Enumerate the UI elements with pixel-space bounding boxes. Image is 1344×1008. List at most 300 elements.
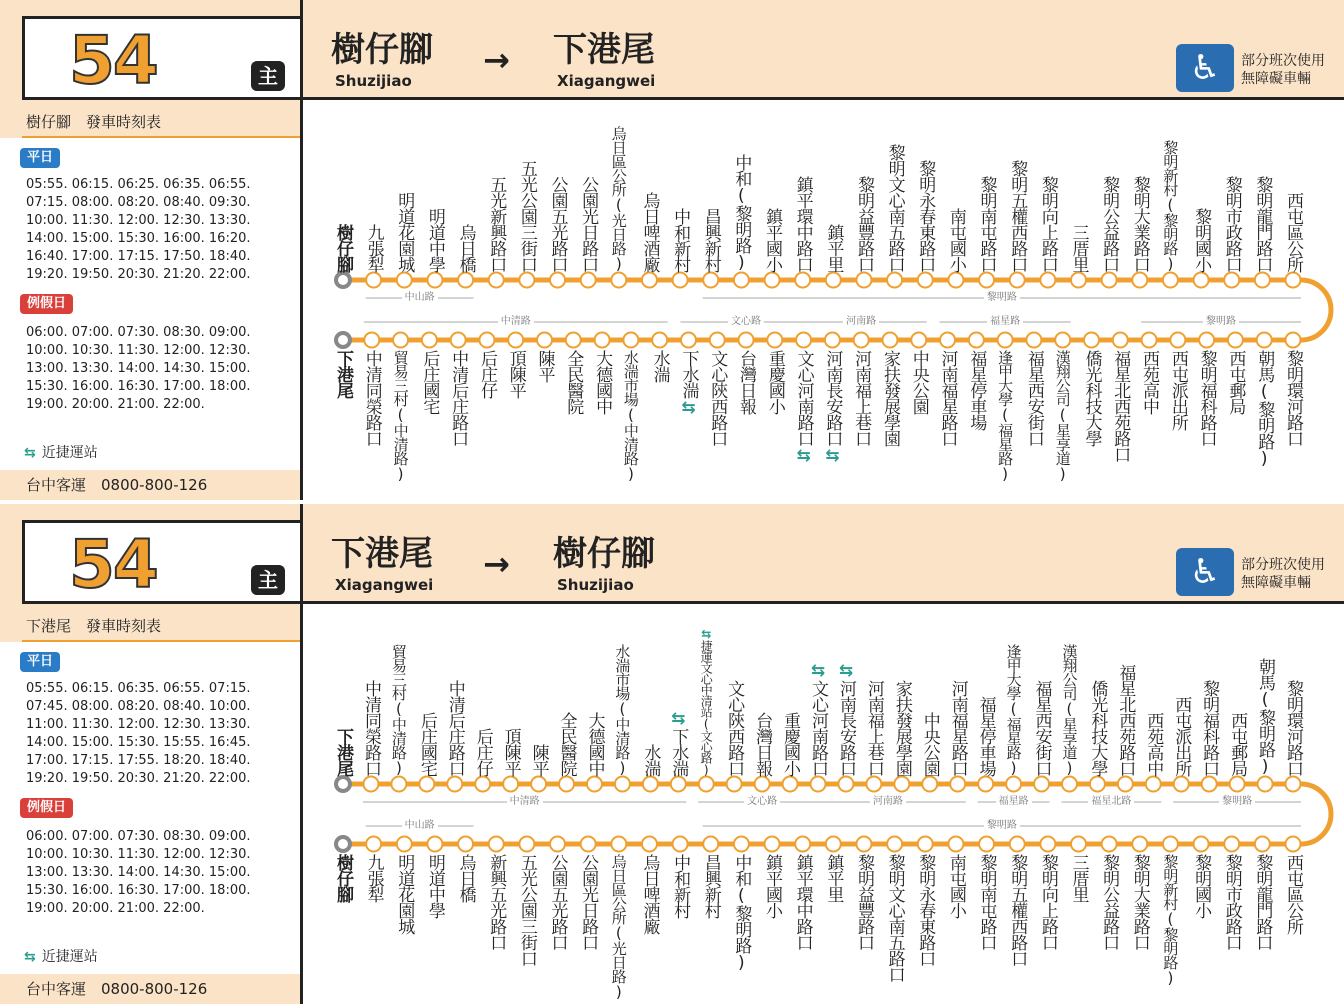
stop-label — [1188, 854, 1214, 918]
lower-stop-dot-19 — [918, 837, 933, 852]
stop-name: 黎明大業路口 — [1129, 854, 1150, 950]
stop-label — [637, 744, 663, 776]
stop-label — [819, 350, 845, 465]
stop-label — [1219, 854, 1245, 950]
mrt-transfer-icon: ⇆ — [793, 446, 814, 465]
stop-label — [545, 176, 571, 272]
stop-label — [906, 350, 932, 414]
stop-name: 黎明五權西路口 — [1007, 854, 1028, 966]
upper-stop-dot-6 — [503, 777, 518, 792]
stop-name: 黎明環河路口 — [1283, 680, 1303, 776]
lower-stop-dot-5 — [479, 333, 494, 348]
upper-stop-dot-10 — [642, 273, 657, 288]
stop-name: 文心陝西路口 — [724, 680, 745, 776]
stop-name: 西屯郵局 — [1225, 350, 1246, 414]
stop-label — [606, 854, 632, 1000]
accessibility-note-line-1: 部分班次使用 — [1241, 53, 1325, 69]
stop-name: 西苑高中 — [1143, 712, 1164, 776]
stop-name: 黎明大業路口 — [1129, 176, 1150, 272]
upper-stop-dot-9 — [611, 273, 626, 288]
stop-label — [589, 350, 615, 414]
stop-label — [1280, 854, 1306, 934]
road-label: 文心路 — [744, 796, 780, 808]
stop-name: 全民醫院 — [563, 350, 584, 414]
stop-name: 西屯派出所 — [1167, 350, 1188, 430]
stop-name: 黎明南屯路口 — [976, 176, 997, 272]
lower-stop-dot-6 — [508, 333, 523, 348]
stop-name: 西屯郵局 — [1227, 712, 1248, 776]
stop-label — [704, 350, 730, 446]
stop-label — [912, 854, 938, 966]
upper-stop-dot-2 — [397, 273, 412, 288]
stop-name: 漢翔公司(星享道) — [1060, 644, 1079, 776]
lower-stop-dot-30 — [1255, 837, 1270, 852]
stop-name: 下港尾 — [333, 728, 353, 776]
lower-stop-dot-21 — [979, 837, 994, 852]
timetable-title: 下港尾 發車時刻表 — [26, 617, 162, 635]
upper-stop-dot-18 — [838, 777, 853, 792]
stop-name: 黎明益豐路口 — [853, 854, 874, 950]
upper-stop-dot-14 — [727, 777, 742, 792]
stop-label — [1219, 176, 1245, 272]
stop-label — [609, 644, 635, 776]
upper-stop-dot-30 — [1174, 777, 1189, 792]
stop-label — [1107, 350, 1133, 462]
stop-name: 黎明國小 — [1191, 854, 1212, 918]
stop-name: 黎明永春東路口 — [915, 854, 936, 966]
stop-label — [581, 712, 607, 776]
direction-arrow: → — [483, 545, 510, 583]
stop-label — [575, 176, 601, 272]
stop-name: 黎明公益路口 — [1099, 854, 1120, 950]
lower-stop-dot-10 — [623, 333, 638, 348]
accessibility-note — [1241, 52, 1325, 88]
upper-stop-dot-7 — [531, 777, 546, 792]
stop-name: 重慶國小 — [764, 350, 785, 414]
stop-name: 公園五光路口 — [547, 854, 568, 950]
stop-name: 五光公園三街口 — [516, 854, 537, 966]
upper-stop-dot-23 — [1040, 273, 1055, 288]
stop-name: 逢甲大學(福星路) — [996, 350, 1015, 482]
stop-name: 西屯派出所 — [1171, 696, 1192, 776]
stop-label — [759, 208, 785, 272]
stop-name: 五光公園三街口 — [516, 160, 537, 272]
lower-stop-dot-17 — [856, 837, 871, 852]
lower-stop-dot-0 — [336, 837, 350, 851]
upper-stop-dot-12 — [671, 777, 686, 792]
stop-label — [1157, 140, 1183, 272]
stop-name: 新興五光路口 — [486, 854, 507, 950]
stop-label — [889, 680, 915, 776]
stop-label — [545, 854, 571, 950]
stop-label — [1021, 350, 1047, 446]
stop-name: 公園光日路口 — [578, 854, 599, 950]
stop-name: 昌興新村 — [700, 208, 721, 272]
stop-label — [1222, 350, 1248, 414]
upper-stop-dot-23 — [978, 777, 993, 792]
upper-stop-dot-20 — [894, 777, 909, 792]
lower-stop-dot-32 — [1257, 333, 1272, 348]
stop-label — [575, 854, 601, 950]
origin-name-en: Shuzijiao — [335, 72, 412, 90]
stop-name: 黎明文心南五路口 — [884, 854, 905, 982]
main-route-badge: 主 — [251, 61, 285, 91]
lower-stop-dot-26 — [1084, 333, 1099, 348]
stop-name: 黎明龍門路口 — [1252, 176, 1273, 272]
stop-name: 黎明向上路口 — [1037, 854, 1058, 950]
lower-stop-dot-23 — [998, 333, 1013, 348]
stop-name: 河南長安路口 — [822, 350, 843, 446]
upper-stop-dot-9 — [587, 777, 602, 792]
stop-label — [1084, 680, 1110, 776]
stop-name: 河南長安路口 — [835, 680, 856, 776]
road-label: 河南路 — [870, 796, 906, 808]
stop-label — [693, 627, 719, 776]
stop-label — [762, 350, 788, 414]
upper-stop-dot-16 — [783, 777, 798, 792]
stop-name: 西屯區公所 — [1283, 854, 1303, 934]
stop-label — [917, 712, 943, 776]
route-map — [300, 604, 1344, 1004]
wheelchair-icon: ♿ — [1176, 548, 1234, 596]
origin-name-cn: 樹仔腳 — [331, 30, 433, 70]
upper-stop-dot-11 — [673, 273, 688, 288]
lower-stop-dot-15 — [767, 333, 782, 348]
stop-name: 福星西安街口 — [1031, 680, 1052, 776]
road-label: 黎明路 — [984, 820, 1020, 832]
stop-name: 黎明益豐路口 — [853, 176, 874, 272]
stop-label — [943, 854, 969, 918]
stop-name: 中清同榮路口 — [361, 350, 382, 446]
stop-label — [470, 728, 496, 776]
lower-stop-dot-4 — [451, 333, 466, 348]
stop-name: 中和(黎明路) — [731, 154, 752, 272]
holiday-badge: 例假日 — [20, 798, 73, 818]
upper-stop-dot-31 — [1286, 273, 1301, 288]
weekday-badge: 平日 — [20, 148, 60, 168]
upper-stop-dot-1 — [366, 273, 381, 288]
stop-label — [1112, 664, 1138, 776]
route-number: 54 — [69, 526, 157, 603]
accessibility-note-line-1: 部分班次使用 — [1241, 557, 1325, 573]
stop-label — [1056, 644, 1082, 776]
stop-label — [1188, 208, 1214, 272]
stop-label — [1251, 350, 1277, 468]
lower-stop-dot-22 — [969, 333, 984, 348]
stop-label — [1168, 696, 1194, 776]
lower-stop-dot-7 — [537, 333, 552, 348]
upper-stop-dot-18 — [887, 273, 902, 288]
stop-label — [973, 696, 999, 776]
stop-label — [532, 350, 558, 382]
stop-label — [790, 854, 816, 950]
road-label: 文心路 — [728, 316, 764, 328]
stop-name: 鎮平環中路口 — [792, 176, 813, 272]
mrt-transfer-icon: ⇆ — [24, 949, 36, 965]
upper-stop-dot-19 — [918, 273, 933, 288]
road-label: 中清路 — [507, 796, 543, 808]
upper-stop-dot-13 — [734, 273, 749, 288]
stop-label — [945, 680, 971, 776]
stop-label — [414, 712, 440, 776]
stop-name: 樹仔腳 — [333, 854, 353, 902]
stop-name: 鎮平環中路口 — [792, 854, 813, 950]
lower-stop-dot-25 — [1055, 333, 1070, 348]
stop-name: 陳平 — [534, 350, 555, 382]
stop-name: 重慶國小 — [780, 712, 801, 776]
stop-label — [665, 709, 691, 776]
lower-stop-dot-12 — [703, 837, 718, 852]
stop-name: 黎明福科路口 — [1199, 680, 1220, 776]
stop-name: 南屯國小 — [945, 208, 966, 272]
stop-name: 黎明環河路口 — [1283, 350, 1303, 446]
upper-stop-dot-34 — [1286, 777, 1301, 792]
wheelchair-icon: ♿ — [1176, 44, 1234, 92]
stop-label — [667, 854, 693, 918]
stop-name: 黎明新村(黎明路) — [1161, 854, 1180, 986]
mrt-legend-label: 近捷運站 — [41, 445, 98, 461]
lower-stop-dot-9 — [595, 333, 610, 348]
upper-stop-dot-5 — [489, 273, 504, 288]
stop-name: 全民醫院 — [556, 712, 577, 776]
stop-name: 水湍市場(中清路) — [621, 350, 640, 482]
lower-stop-dot-33 — [1286, 333, 1301, 348]
stop-label — [1249, 854, 1275, 950]
road-label: 福星路 — [996, 796, 1032, 808]
stop-name: 陳平 — [528, 744, 549, 776]
stop-label — [1280, 350, 1306, 446]
upper-stop-dot-28 — [1194, 273, 1209, 288]
mrt-legend — [24, 442, 98, 462]
holiday-badge: 例假日 — [20, 294, 73, 314]
stop-name: 明道中學 — [424, 854, 445, 918]
lower-stop-dot-10 — [642, 837, 657, 852]
timetable-sidebar — [0, 504, 300, 1004]
upper-stop-dot-10 — [615, 777, 630, 792]
stop-name: 河南福上巷口 — [863, 680, 884, 776]
route-number-box — [22, 16, 300, 100]
stop-label — [851, 176, 877, 272]
stop-name: 鎮平國小 — [762, 208, 783, 272]
stop-name: 逢甲大學(福星路) — [1004, 644, 1023, 776]
stop-label — [861, 680, 887, 776]
stop-label — [358, 680, 384, 776]
stop-label — [1127, 176, 1153, 272]
stop-name: 朝馬(黎明路) — [1255, 658, 1276, 776]
stop-label — [882, 144, 908, 272]
stop-label — [1029, 680, 1055, 776]
stop-label — [1035, 854, 1061, 950]
stop-name: 家扶發展學園 — [891, 680, 912, 776]
lower-stop-dot-8 — [566, 333, 581, 348]
stop-name: 五光新興路口 — [486, 176, 507, 272]
upper-stop-dot-0 — [336, 273, 350, 287]
stop-name: 黎明五權西路口 — [1007, 160, 1028, 272]
destination-name-en: Xiagangwei — [557, 72, 656, 90]
stop-label — [1065, 854, 1091, 902]
route-line — [343, 784, 1331, 844]
stop-name: 黎明福科路口 — [1196, 350, 1217, 446]
stop-name: 西屯區公所 — [1283, 192, 1303, 272]
lower-stop-dot-5 — [489, 837, 504, 852]
stop-label — [1157, 854, 1183, 986]
upper-stop-dot-4 — [447, 777, 462, 792]
stop-label — [330, 350, 356, 398]
lower-stop-dot-19 — [882, 333, 897, 348]
upper-stop-dot-16 — [826, 273, 841, 288]
lower-stop-dot-23 — [1040, 837, 1055, 852]
stop-name: 后庄國宅 — [419, 350, 440, 414]
stop-label — [1001, 644, 1027, 776]
stop-label — [698, 208, 724, 272]
stop-label — [554, 712, 580, 776]
stop-label — [442, 680, 468, 776]
stop-name: 水湍 — [640, 744, 661, 776]
upper-stop-dot-15 — [795, 273, 810, 288]
stop-label — [777, 712, 803, 776]
route-number: 54 — [69, 22, 157, 99]
stop-label — [1280, 192, 1306, 272]
stop-name: 后庄仔 — [476, 350, 497, 398]
stop-label — [1194, 350, 1220, 446]
stop-label — [992, 350, 1018, 482]
stop-label — [721, 680, 747, 776]
stop-label — [422, 854, 448, 918]
lower-stop-dot-28 — [1194, 837, 1209, 852]
stop-label — [667, 208, 693, 272]
upper-stop-dot-21 — [922, 777, 937, 792]
upper-stop-dot-13 — [699, 777, 714, 792]
stop-name: 下水湍 — [668, 728, 689, 776]
stop-name: 三厝里 — [1068, 224, 1089, 272]
upper-stop-dot-11 — [643, 777, 658, 792]
stop-name: 鎮平里 — [823, 854, 844, 902]
stop-label — [618, 350, 644, 482]
lower-stop-dot-12 — [681, 333, 696, 348]
lower-stop-dot-27 — [1113, 333, 1128, 348]
upper-stop-dot-26 — [1062, 777, 1077, 792]
upper-stop-dot-2 — [391, 777, 406, 792]
stop-name: 黎明南屯路口 — [976, 854, 997, 950]
lower-stop-dot-24 — [1026, 333, 1041, 348]
stop-name: 中央公園 — [919, 712, 940, 776]
upper-stop-dot-3 — [419, 777, 434, 792]
mrt-transfer-icon: ⇆ — [678, 398, 699, 417]
holiday-times: 06:00. 07:00. 07:30. 08:30. 09:00. 10:00. 10:30. 11:30. 12:00. 12:30. 13:00. 13:30. 14:00. 14:30. 15:00. 15:30. 16:00. 16:30. 17:00. 18:00. 19:00. 20:00. 21:00. 22:00. — [26, 325, 251, 412]
stop-label — [422, 208, 448, 272]
road-label: 中清路 — [498, 316, 534, 328]
stop-name: 水湍 — [649, 350, 670, 382]
stop-name: 西苑高中 — [1139, 350, 1160, 414]
lower-stop-dot-15 — [795, 837, 810, 852]
upper-stop-dot-17 — [856, 273, 871, 288]
stop-name: 河南福星路口 — [937, 350, 958, 446]
route-header — [300, 504, 1344, 604]
destination-name-en: Shuzijiao — [557, 576, 634, 594]
stop-label — [1196, 680, 1222, 776]
stop-name: 中央公園 — [908, 350, 929, 414]
origin-name-cn: 下港尾 — [331, 534, 433, 574]
stop-label — [514, 160, 540, 272]
road-label: 福星路 — [987, 316, 1023, 328]
mrt-transfer-icon: ⇆ — [24, 445, 36, 461]
stop-label — [416, 350, 442, 414]
stop-label — [851, 854, 877, 950]
lower-stop-dot-9 — [611, 837, 626, 852]
lower-stop-dot-31 — [1286, 837, 1301, 852]
upper-stop-dot-0 — [336, 777, 350, 791]
lower-stop-dot-4 — [458, 837, 473, 852]
mrt-transfer-icon: ⇆ — [822, 446, 843, 465]
upper-stop-dot-15 — [755, 777, 770, 792]
lower-stop-dot-24 — [1071, 837, 1086, 852]
stop-label — [474, 350, 500, 398]
lower-stop-dot-13 — [734, 837, 749, 852]
stop-name: 漢翔公司(星享道) — [1053, 350, 1072, 482]
stop-label — [483, 176, 509, 272]
stop-name: 文心陝西路口 — [707, 350, 728, 446]
stop-label — [330, 854, 356, 902]
stop-label — [805, 661, 831, 776]
stop-name: 明道花園城 — [394, 854, 415, 934]
stop-label — [503, 350, 529, 398]
stop-name: 烏日啤酒廠 — [639, 192, 660, 272]
mrt-transfer-icon: ⇆ — [835, 661, 856, 680]
operator-contact: 台中客運 0800-800-126 — [26, 476, 208, 494]
stop-name: 九張犁 — [363, 224, 384, 272]
stop-name: 福星北西苑路口 — [1110, 350, 1131, 462]
upper-stop-dot-3 — [427, 273, 442, 288]
stop-label — [728, 154, 754, 272]
stop-name: 后庄國宅 — [416, 712, 437, 776]
road-label: 黎明路 — [984, 292, 1020, 304]
upper-stop-dot-24 — [1071, 273, 1086, 288]
accessibility-note — [1241, 556, 1325, 592]
stop-label — [1035, 176, 1061, 272]
stop-name: 頂陳平 — [500, 728, 521, 776]
stop-name: 公園光日路口 — [578, 176, 599, 272]
stop-name: 鎮平里 — [823, 224, 844, 272]
stop-name: 中清后庄路口 — [448, 350, 469, 446]
timetable-title: 樹仔腳 發車時刻表 — [26, 113, 162, 131]
stop-name: 昌興新村 — [700, 854, 721, 918]
stop-name: 僑光科技大學 — [1081, 350, 1102, 446]
upper-stop-dot-28 — [1118, 777, 1133, 792]
destination-name-cn: 下港尾 — [553, 30, 655, 70]
stop-label — [361, 224, 387, 272]
lower-stop-dot-18 — [854, 333, 869, 348]
stop-name: 黎明永春東路口 — [915, 160, 936, 272]
weekday-times: 05:55. 06:15. 06:25. 06:35. 06:55. 07:15. 08:00. 08:20. 08:40. 09:30. 10:00. 11:30. 12:00. 12:30. 13:30. 14:00. 15:00. 15:30. 16:00. 16:20. 16:40. 17:00. 17:15. 17:50. 18:40. 19:20. 19:50. 20:30. 21:20. 22:00. — [26, 177, 251, 282]
holiday-times: 06:00. 07:00. 07:30. 08:30. 09:00. 10:00. 10:30. 11:30. 12:00. 12:30. 13:00. 13:30. 14:00. 14:30. 15:00. 15:30. 16:00. 16:30. 17:00. 18:00. 19:00. 20:00. 21:00. 22:00. — [26, 829, 251, 916]
stop-name: 中和新村 — [670, 854, 691, 918]
stop-name: 南屯國小 — [945, 854, 966, 918]
stop-label — [391, 854, 417, 934]
upper-stop-dot-25 — [1034, 777, 1049, 792]
stop-label — [388, 350, 414, 482]
stop-name: 黎明市政路口 — [1221, 176, 1242, 272]
stop-name: 黎明新村(黎明路) — [1161, 140, 1180, 272]
stop-label — [560, 350, 586, 414]
stop-label — [636, 854, 662, 934]
upper-stop-dot-24 — [1006, 777, 1021, 792]
lower-stop-dot-0 — [336, 333, 350, 347]
stop-label — [877, 350, 903, 446]
stop-name: 黎明國小 — [1191, 208, 1212, 272]
road-label: 中山路 — [402, 820, 438, 832]
stop-name: 中清同榮路口 — [360, 680, 381, 776]
stop-label — [445, 350, 471, 446]
